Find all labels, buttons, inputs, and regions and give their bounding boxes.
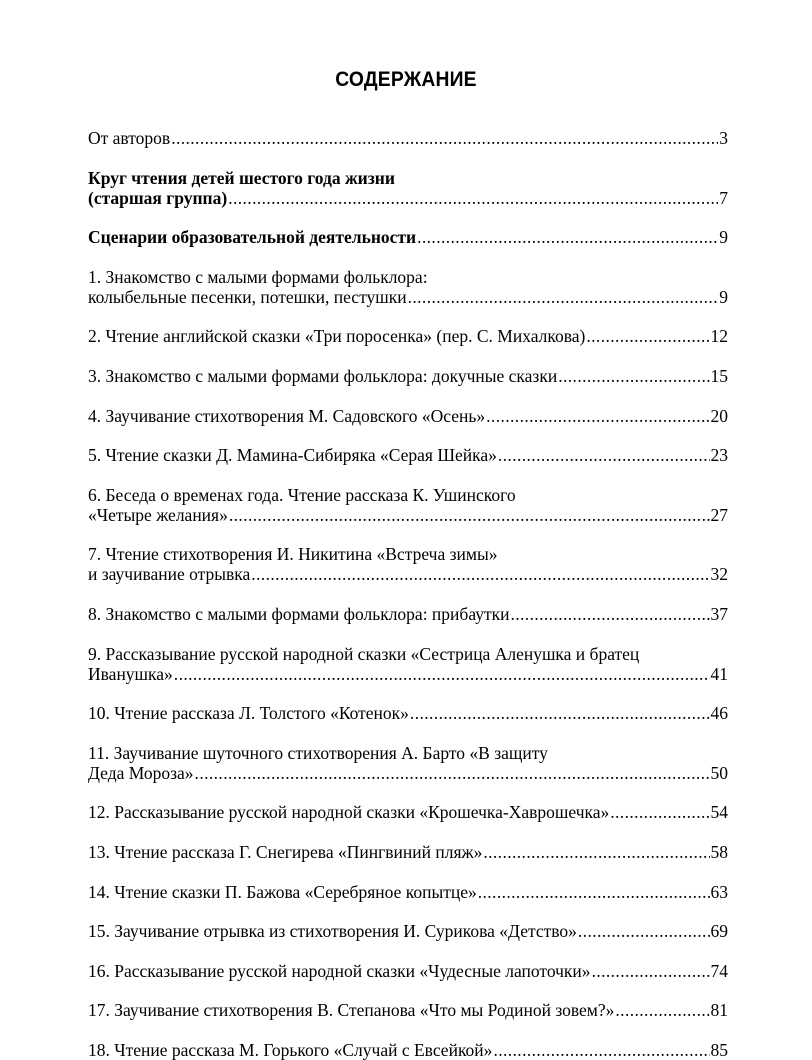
dot-leader xyxy=(478,882,710,902)
dot-leader xyxy=(229,505,710,525)
toc-entry-row xyxy=(88,1000,728,1020)
toc-entry xyxy=(88,743,728,783)
toc-page-number: 9 xyxy=(719,286,728,307)
toc-entry-row xyxy=(88,1040,728,1060)
toc-entry-title-line: От авторов xyxy=(88,128,171,148)
page-title: СОДЕРЖАНИЕ xyxy=(335,68,477,91)
toc-entry-title-line: 15. Заучивание отрывка из стихотворения И. Сурикова «Детство» xyxy=(88,921,577,942)
toc-entry-row xyxy=(88,604,728,624)
toc-entry-title-line: Иванушка» xyxy=(88,663,173,684)
toc-entry-title-line: 18. Чтение рассказа М. Горького «Случай с Евсейкой» xyxy=(88,1040,493,1060)
toc-page-number: 12 xyxy=(710,326,728,347)
toc-entry xyxy=(88,604,728,624)
toc-entry-title-line: 10. Чтение рассказа Л. Толстого «Котенок» xyxy=(88,703,409,724)
toc-page-number: 9 xyxy=(719,227,728,248)
toc-entry xyxy=(88,802,728,822)
dot-leader xyxy=(510,604,709,624)
dot-leader xyxy=(251,564,709,584)
toc-entry-title-line: 3. Знакомство с малыми формами фольклора: докучные сказки xyxy=(88,366,558,386)
dot-leader xyxy=(592,961,710,981)
toc-entry-title-line: 5. Чтение сказки Д. Мамина-Сибиряка «Серая Шейка» xyxy=(88,445,497,466)
dot-leader xyxy=(228,188,718,208)
toc-entry-row xyxy=(88,842,728,862)
toc-entry xyxy=(88,485,728,525)
toc-entry-title-line: 7. Чтение стихотворения И. Никитина «Встреча зимы» xyxy=(88,544,498,565)
dot-leader xyxy=(417,227,718,247)
toc-entry-row xyxy=(88,188,728,208)
toc-page-number: 46 xyxy=(710,703,728,724)
toc-entry-row xyxy=(88,961,728,981)
toc-entry xyxy=(88,961,728,981)
toc-entry-row xyxy=(88,406,728,426)
toc-page-number: 69 xyxy=(710,921,728,942)
toc-entry-title-line: 13. Чтение рассказа Г. Снегирева «Пингвиний пляж» xyxy=(88,842,483,862)
toc-page-number: 15 xyxy=(710,366,728,386)
toc-entry-row xyxy=(88,882,728,902)
toc-entry-row xyxy=(88,326,728,346)
toc-page-number: 50 xyxy=(710,762,728,783)
dot-leader xyxy=(410,703,710,723)
toc-page-number: 32 xyxy=(710,564,728,585)
toc-entry-title-line: «Четыре желания» xyxy=(88,504,228,525)
toc-page-number: 41 xyxy=(710,663,728,684)
toc-entry-title-line: 12. Рассказывание русской народной сказки «Крошечка-Хаврошечка» xyxy=(88,802,610,823)
toc-entry-row xyxy=(88,287,728,307)
toc-entry-title-line: 8. Знакомство с малыми формами фольклора: прибаутки xyxy=(88,604,510,624)
toc-page-number: 37 xyxy=(710,604,728,624)
toc-entry-row xyxy=(88,445,728,465)
dot-leader xyxy=(171,128,718,148)
dot-leader xyxy=(486,406,709,426)
toc-entry-title-line: Круг чтения детей шестого года жизни xyxy=(88,167,395,188)
toc-entry xyxy=(88,406,728,426)
toc-entry-title-line: 2. Чтение английской сказки «Три поросенка» (пер. С. Михалкова) xyxy=(88,326,586,347)
toc-entry-title-line: 9. Рассказывание русской народной сказки «Сестрица Аленушка и братец xyxy=(88,643,640,664)
dot-leader xyxy=(610,802,709,822)
dot-leader xyxy=(498,445,710,465)
dot-leader xyxy=(493,1040,709,1060)
toc-entry-row xyxy=(88,505,728,525)
dot-leader xyxy=(615,1000,709,1020)
toc-entry-row xyxy=(88,664,728,684)
toc-entry-row xyxy=(88,703,728,723)
toc-entry xyxy=(88,921,728,941)
dot-leader xyxy=(483,842,709,862)
toc-entry-title-line: 4. Заучивание стихотворения М. Садовского «Осень» xyxy=(88,405,486,426)
toc-entry xyxy=(88,267,728,307)
toc-page-number: 23 xyxy=(710,445,728,466)
toc-entry-title-line: колыбельные песенки, потешки, пестушки xyxy=(88,286,407,307)
toc-page-number: 20 xyxy=(710,405,728,426)
toc-entry-row xyxy=(88,366,728,386)
toc-page-number: 58 xyxy=(710,842,728,862)
toc-entry xyxy=(88,1000,728,1020)
toc-entry-row xyxy=(88,921,728,941)
toc-entry-title-line: 16. Рассказывание русской народной сказки «Чудесные лапоточки» xyxy=(88,960,591,981)
toc-entry-row xyxy=(88,802,728,822)
toc-entry-title-line: Деда Мороза» xyxy=(88,762,194,783)
toc-entry xyxy=(88,227,728,247)
toc-entry xyxy=(88,445,728,465)
toc-page-number: 63 xyxy=(710,881,728,902)
dot-leader xyxy=(195,763,710,783)
toc-entry xyxy=(88,168,728,208)
toc-entry xyxy=(88,1040,728,1060)
dot-leader xyxy=(558,366,709,386)
toc-page-number: 7 xyxy=(719,187,728,208)
toc-entry-title-line: 17. Заучивание стихотворения В. Степанова «Что мы Родиной зовем?» xyxy=(88,1000,615,1021)
toc-page-number: 81 xyxy=(710,1000,728,1021)
toc-page-number: 3 xyxy=(719,128,728,148)
toc-entry-row xyxy=(88,128,728,148)
toc-page-number: 27 xyxy=(710,504,728,525)
toc-entry xyxy=(88,544,728,584)
toc-entry xyxy=(88,644,728,684)
toc-entry xyxy=(88,842,728,862)
dot-leader xyxy=(408,287,719,307)
dot-leader xyxy=(586,326,709,346)
toc-page-number: 85 xyxy=(710,1040,728,1060)
toc-entry-row xyxy=(88,227,728,247)
toc-page-number: 74 xyxy=(710,960,728,981)
toc-entry-title-line: (старшая группа) xyxy=(88,187,228,208)
toc-entry xyxy=(88,128,728,148)
toc-page-number: 54 xyxy=(710,802,728,823)
dot-leader xyxy=(174,664,710,684)
toc-entry xyxy=(88,703,728,723)
toc-entry xyxy=(88,326,728,346)
toc-entry-title-line: и заучивание отрывка xyxy=(88,564,251,585)
toc-entry-row xyxy=(88,763,728,783)
toc-entry xyxy=(88,882,728,902)
toc-entry-title-line: Сценарии образовательной деятельности xyxy=(88,227,417,248)
toc-entry-title-line: 6. Беседа о временах года. Чтение рассказа К. Ушинского xyxy=(88,484,516,505)
toc-entry-title-line: 14. Чтение сказки П. Бажова «Серебряное копытце» xyxy=(88,881,477,902)
dot-leader xyxy=(578,921,710,941)
toc-entry-title-line: 1. Знакомство с малыми формами фольклора: xyxy=(88,266,428,287)
toc-entry-title-line: 11. Заучивание шуточного стихотворения А. Барто «В защиту xyxy=(88,742,548,763)
toc-entry-row xyxy=(88,564,728,584)
toc-entry xyxy=(88,366,728,386)
